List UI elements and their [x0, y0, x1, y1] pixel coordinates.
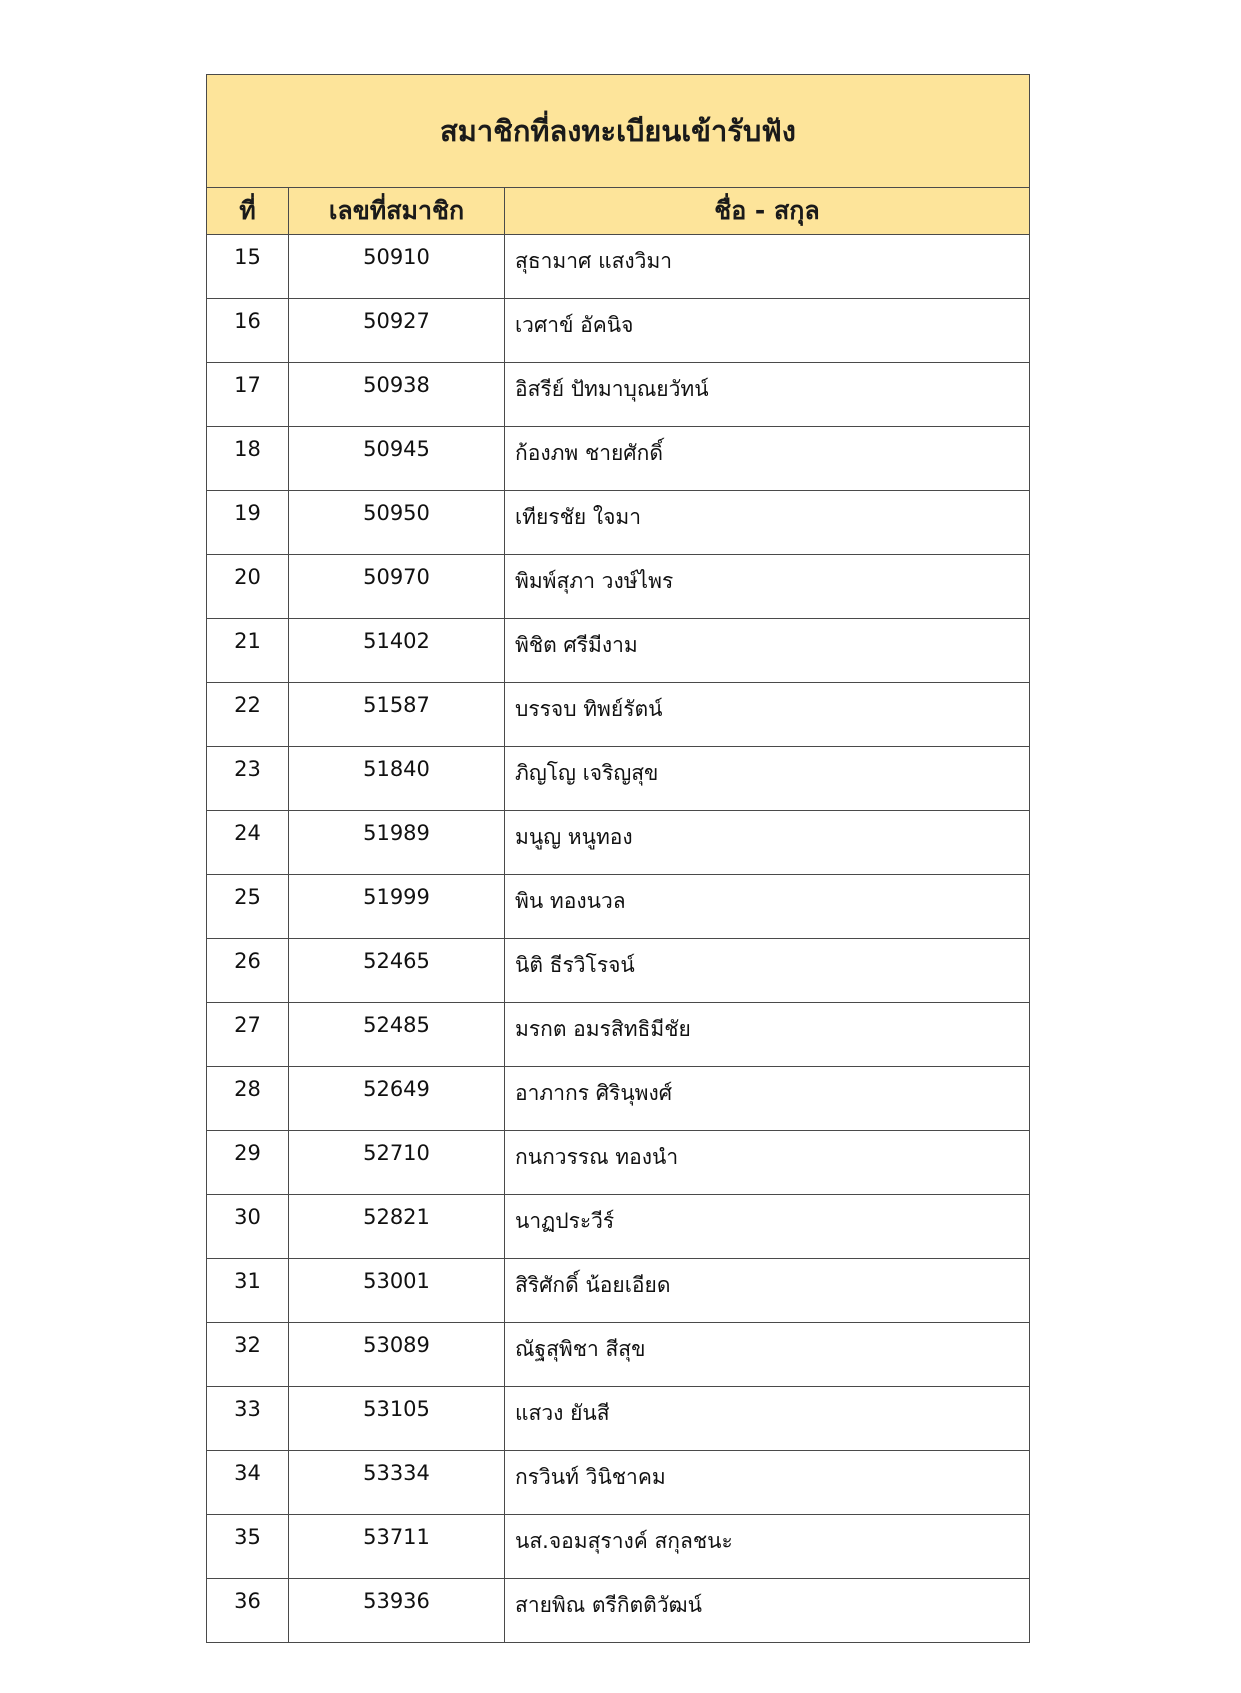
table-row: [207, 299, 1030, 363]
row-number: 30: [207, 1195, 289, 1259]
row-number: 15: [207, 235, 289, 299]
table-body: [207, 235, 1030, 1643]
row-number: 23: [207, 747, 289, 811]
table-row: [207, 427, 1030, 491]
member-name: สุธามาศ แสงวิมา: [505, 235, 1030, 299]
row-number: 19: [207, 491, 289, 555]
row-number: 21: [207, 619, 289, 683]
table-row: [207, 1387, 1030, 1451]
table-row: [207, 1515, 1030, 1579]
row-number: 28: [207, 1067, 289, 1131]
row-number: 26: [207, 939, 289, 1003]
member-name: สายพิณ ตรีกิตติวัฒน์: [505, 1579, 1030, 1643]
table-row: [207, 1323, 1030, 1387]
table-row: [207, 235, 1030, 299]
member-id: 53711: [289, 1515, 505, 1579]
table-title: สมาชิกที่ลงทะเบียนเข้ารับฟัง: [207, 75, 1030, 188]
row-number: 34: [207, 1451, 289, 1515]
table-row: [207, 491, 1030, 555]
table-row: [207, 363, 1030, 427]
member-name: มรกต อมรสิทธิมีชัย: [505, 1003, 1030, 1067]
member-name: นาฏประวีร์: [505, 1195, 1030, 1259]
member-id: 50927: [289, 299, 505, 363]
row-number: 31: [207, 1259, 289, 1323]
member-name: อาภากร ศิรินุพงศ์: [505, 1067, 1030, 1131]
member-name: พิชิต ศรีมีงาม: [505, 619, 1030, 683]
row-number: 22: [207, 683, 289, 747]
row-number: 24: [207, 811, 289, 875]
member-id: 50950: [289, 491, 505, 555]
member-id: 51840: [289, 747, 505, 811]
member-name: บรรจบ ทิพย์รัตน์: [505, 683, 1030, 747]
table-row: [207, 619, 1030, 683]
member-name: นส.จอมสุรางค์ สกุลชนะ: [505, 1515, 1030, 1579]
member-name: พิมพ์สุภา วงษ์ไพร: [505, 555, 1030, 619]
member-id: 50910: [289, 235, 505, 299]
table-row: [207, 1067, 1030, 1131]
member-name: กนกวรรณ ทองนำ: [505, 1131, 1030, 1195]
table-row: [207, 555, 1030, 619]
member-name: เวศาข์ อัคนิจ: [505, 299, 1030, 363]
header-no: ที่: [207, 188, 289, 235]
row-number: 25: [207, 875, 289, 939]
table-row: [207, 939, 1030, 1003]
member-id: 51402: [289, 619, 505, 683]
table-row: [207, 811, 1030, 875]
member-id: 50938: [289, 363, 505, 427]
member-id: 52485: [289, 1003, 505, 1067]
member-name: นิติ ธีรวิโรจน์: [505, 939, 1030, 1003]
member-id: 51989: [289, 811, 505, 875]
member-name: เทียรชัย ใจมา: [505, 491, 1030, 555]
member-name: อิสรีย์ ปัทมาบุณยวัทน์: [505, 363, 1030, 427]
member-id: 53001: [289, 1259, 505, 1323]
table-row: [207, 1579, 1030, 1643]
member-name: สิริศักดิ์ น้อยเอียด: [505, 1259, 1030, 1323]
member-id: 53936: [289, 1579, 505, 1643]
member-id: 52821: [289, 1195, 505, 1259]
row-number: 32: [207, 1323, 289, 1387]
member-name: มนูญ หนูทอง: [505, 811, 1030, 875]
table-row: [207, 875, 1030, 939]
header-member-id: เลขที่สมาชิก: [289, 188, 505, 235]
table-row: [207, 1195, 1030, 1259]
row-number: 17: [207, 363, 289, 427]
member-id: 51999: [289, 875, 505, 939]
row-number: 27: [207, 1003, 289, 1067]
member-id: 52710: [289, 1131, 505, 1195]
table-row: [207, 1259, 1030, 1323]
member-name: ภิญโญ เจริญสุข: [505, 747, 1030, 811]
member-id: 53334: [289, 1451, 505, 1515]
member-name: พิน ทองนวล: [505, 875, 1030, 939]
member-name: แสวง ยันสี: [505, 1387, 1030, 1451]
table-row: [207, 1131, 1030, 1195]
member-name: ก้องภพ ชายศักดิ์: [505, 427, 1030, 491]
row-number: 29: [207, 1131, 289, 1195]
row-number: 16: [207, 299, 289, 363]
table-header-row: [207, 188, 1030, 235]
member-id: 51587: [289, 683, 505, 747]
member-name: กรวินท์ วินิชาคม: [505, 1451, 1030, 1515]
row-number: 35: [207, 1515, 289, 1579]
member-table: [206, 74, 1030, 1643]
table-row: [207, 1451, 1030, 1515]
member-id: 50945: [289, 427, 505, 491]
header-name: ชื่อ - สกุล: [505, 188, 1030, 235]
row-number: 36: [207, 1579, 289, 1643]
table-row: [207, 747, 1030, 811]
row-number: 18: [207, 427, 289, 491]
member-name: ณัฐสุพิชา สีสุข: [505, 1323, 1030, 1387]
member-id: 53089: [289, 1323, 505, 1387]
table-row: [207, 683, 1030, 747]
row-number: 20: [207, 555, 289, 619]
member-id: 53105: [289, 1387, 505, 1451]
row-number: 33: [207, 1387, 289, 1451]
member-id: 52465: [289, 939, 505, 1003]
member-id: 50970: [289, 555, 505, 619]
table-row: [207, 1003, 1030, 1067]
member-id: 52649: [289, 1067, 505, 1131]
